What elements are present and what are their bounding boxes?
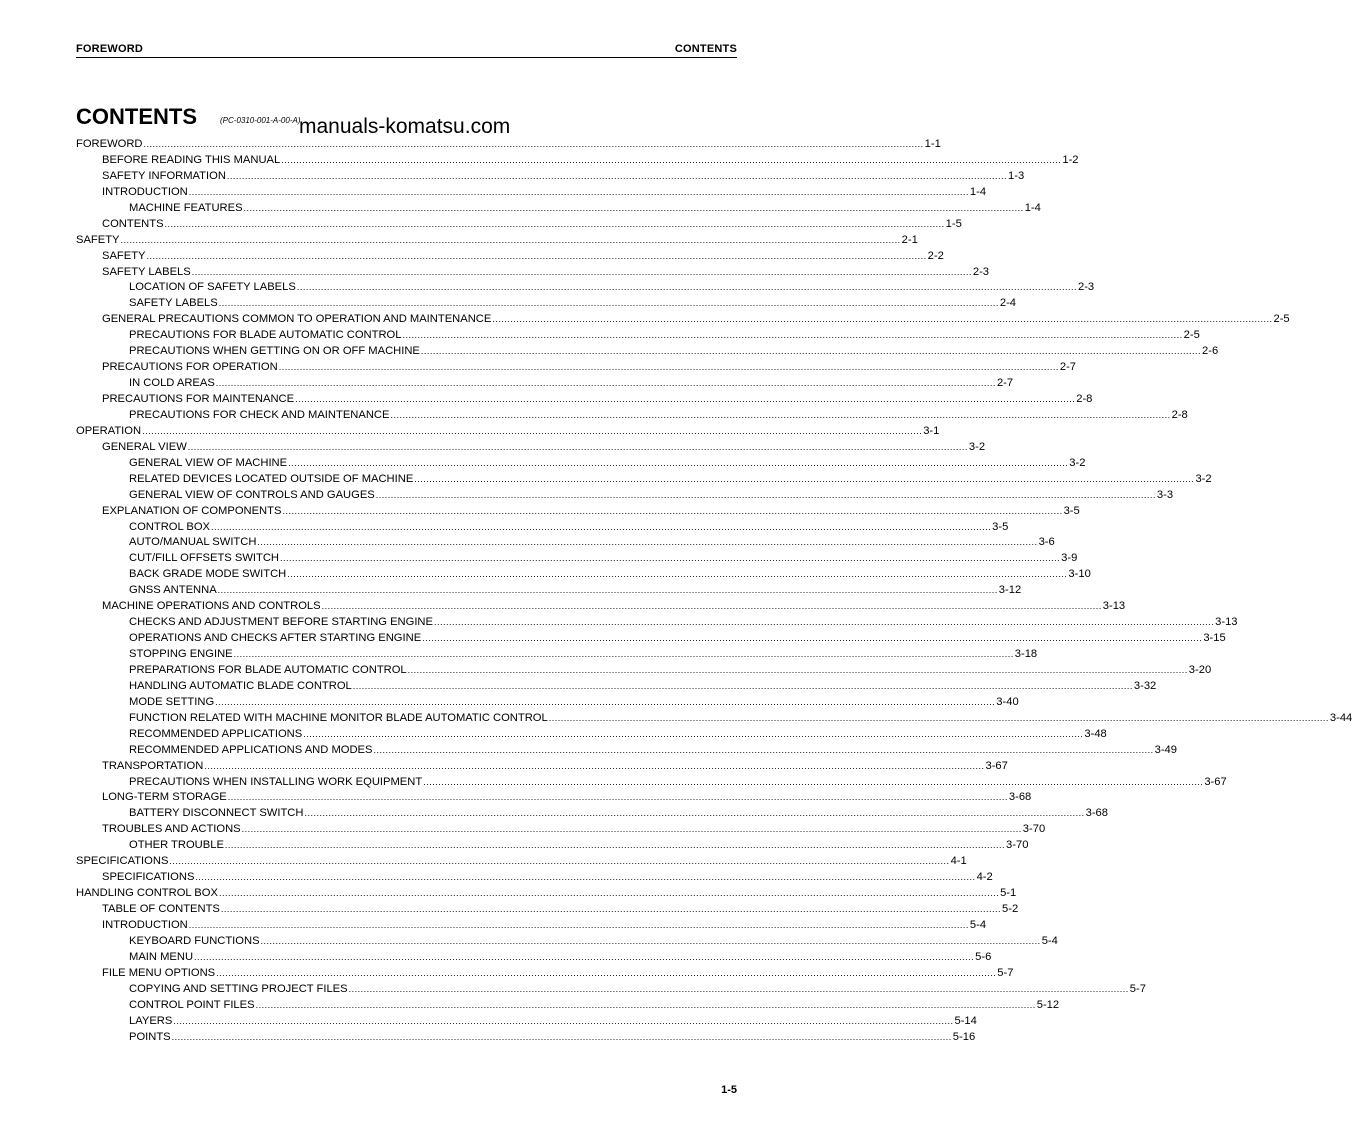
toc-entry[interactable]: [76, 711, 1352, 727]
toc-leader-dots: ....................................................................................................................................................................................................................................................................: [420, 346, 1202, 357]
toc-entry-page: 3-2: [1195, 472, 1212, 485]
toc-entry-title: FILE MENU OPTIONS: [102, 966, 216, 979]
toc-entry-title: MACHINE OPERATIONS AND CONTROLS: [102, 600, 321, 613]
toc-entry-title: EXPLANATION OF COMPONENTS: [102, 504, 282, 517]
toc-entry-page: 1-1: [924, 138, 941, 150]
toc-entry-title: BATTERY DISCONNECT SWITCH: [129, 807, 304, 820]
toc-entry-title: LONG-TERM STORAGE: [102, 791, 227, 804]
toc-entry-page: 3-20: [1188, 663, 1212, 676]
toc-entry-page: 3-5: [992, 520, 1009, 533]
toc-leader-dots: ....................................................................................................................................................................................................................................................................: [217, 585, 998, 596]
toc-leader-dots: ....................................................................................................................................................................................................................................................................: [414, 473, 1195, 484]
toc-leader-dots: ....................................................................................................................................................................................................................................................................: [216, 967, 997, 978]
toc-entry[interactable]: [76, 201, 1041, 217]
toc-entry[interactable]: [76, 265, 990, 281]
toc-entry-page: 3-18: [1014, 648, 1038, 660]
toc-entry-title: SAFETY: [102, 249, 146, 262]
toc-entry-page: 3-13: [1102, 600, 1126, 613]
toc-entry[interactable]: [76, 488, 1174, 504]
toc-leader-dots: ....................................................................................................................................................................................................................................................................: [303, 728, 1084, 739]
toc-entry-page: 3-2: [968, 440, 986, 453]
toc-entry[interactable]: [76, 918, 987, 934]
toc-entry[interactable]: [76, 217, 962, 233]
toc-entry-page: 3-5: [1063, 504, 1080, 517]
toc-entry-page: 3-68: [1085, 807, 1109, 820]
toc-entry[interactable]: [76, 822, 1046, 838]
toc-entry-page: 5-2: [1002, 903, 1019, 915]
toc-entry-page: 3-49: [1154, 743, 1178, 756]
toc-leader-dots: ....................................................................................................................................................................................................................................................................: [173, 1015, 954, 1026]
toc-entry-page: 3-9: [1061, 552, 1078, 565]
toc-entry[interactable]: [76, 615, 1238, 631]
toc-entry-title: BEFORE READING THIS MANUAL: [102, 153, 281, 166]
toc-leader-dots: ....................................................................................................................................................................................................................................................................: [260, 935, 1041, 946]
toc-entry-title: GNSS ANTENNA: [129, 584, 217, 597]
toc-entry[interactable]: [76, 743, 1178, 759]
toc-leader-dots: ....................................................................................................................................................................................................................................................................: [233, 649, 1014, 659]
toc-entry[interactable]: [76, 296, 1017, 312]
toc-entry-title: RELATED DEVICES LOCATED OUTSIDE OF MACHINE: [129, 472, 414, 485]
toc-entry-page: 1-5: [945, 217, 962, 230]
watermark: manuals-komatsu.com: [299, 115, 511, 138]
toc-leader-dots: ....................................................................................................................................................................................................................................................................: [224, 840, 1006, 851]
toc-entry[interactable]: [76, 647, 1038, 663]
toc-entry-page: 5-14: [954, 1014, 977, 1027]
toc-entry[interactable]: [76, 472, 1212, 488]
toc-leader-dots: ....................................................................................................................................................................................................................................................................: [188, 919, 969, 930]
toc-entry-page: 2-1: [901, 233, 918, 246]
toc-entry-title: CONTENTS: [102, 217, 164, 230]
toc-entry-page: 2-3: [1077, 281, 1095, 294]
toc-entry-title: LAYERS: [129, 1014, 173, 1027]
toc-entry[interactable]: [76, 551, 1078, 567]
toc-leader-dots: ....................................................................................................................................................................................................................................................................: [278, 362, 1059, 373]
toc-entry[interactable]: [76, 790, 1032, 806]
toc-entry[interactable]: [76, 520, 1009, 536]
toc-entry[interactable]: [76, 870, 993, 886]
toc-entry-title: CHECKS AND ADJUSTMENT BEFORE STARTING ENGINE: [129, 616, 433, 629]
toc-entry[interactable]: [76, 679, 1157, 695]
toc-leader-dots: ....................................................................................................................................................................................................................................................................: [288, 457, 1069, 468]
toc-entry[interactable]: [76, 249, 944, 265]
toc-entry-title: PRECAUTIONS WHEN GETTING ON OR OFF MACHINE: [129, 345, 420, 358]
toc-entry-title: OPERATIONS AND CHECKS AFTER STARTING ENGINE: [129, 632, 422, 645]
toc-entry-page: 3-2: [1069, 456, 1086, 469]
toc-leader-dots: ....................................................................................................................................................................................................................................................................: [218, 888, 1000, 899]
toc-entry-title: PRECAUTIONS FOR MAINTENANCE: [102, 393, 295, 405]
toc-leader-dots: ....................................................................................................................................................................................................................................................................: [280, 553, 1061, 564]
toc-entry-title: OPERATION: [76, 424, 142, 437]
toc-entry-title: GENERAL VIEW OF CONTROLS AND GAUGES: [129, 488, 375, 501]
toc-leader-dots: ....................................................................................................................................................................................................................................................................: [375, 489, 1156, 500]
toc-entry-page: 5-4: [969, 918, 987, 931]
toc-entry[interactable]: [76, 153, 1079, 169]
header-chapter-title: CONTENTS: [674, 43, 737, 55]
toc-entry-title: KEYBOARD FUNCTIONS: [129, 934, 260, 947]
toc-leader-dots: ....................................................................................................................................................................................................................................................................: [120, 234, 901, 245]
toc-leader-dots: ....................................................................................................................................................................................................................................................................: [215, 696, 996, 707]
toc-entry-page: 3-13: [1215, 616, 1238, 629]
toc-entry-title: BACK GRADE MODE SWITCH: [129, 568, 287, 581]
toc-entry-page: 2-2: [927, 249, 944, 262]
toc-entry[interactable]: [76, 312, 1290, 328]
toc-entry-title: FUNCTION RELATED WITH MACHINE MONITOR BLADE AUTOMATIC CONTROL: [129, 711, 548, 724]
toc-leader-dots: ....................................................................................................................................................................................................................................................................: [407, 664, 1188, 675]
toc-entry[interactable]: [76, 344, 1219, 360]
toc-entry-page: 3-15: [1203, 632, 1226, 645]
toc-entry-page: 2-3: [972, 265, 990, 278]
toc-entry-page: 5-16: [952, 1030, 976, 1043]
toc-entry[interactable]: [76, 886, 1017, 902]
toc-entry-page: 3-6: [1038, 536, 1055, 549]
toc-entry-page: 3-32: [1133, 679, 1157, 692]
toc-entry[interactable]: [76, 663, 1212, 679]
toc-leader-dots: ....................................................................................................................................................................................................................................................................: [548, 712, 1329, 723]
toc-leader-dots: ....................................................................................................................................................................................................................................................................: [191, 266, 972, 277]
toc-entry-page: 4-1: [950, 855, 967, 868]
toc-leader-dots: ....................................................................................................................................................................................................................................................................: [187, 441, 968, 452]
table-of-contents: [76, 137, 1352, 1045]
toc-entry-page: 3-10: [1068, 568, 1091, 581]
toc-entry[interactable]: [76, 806, 1109, 822]
toc-entry[interactable]: [76, 328, 1200, 344]
toc-entry-title: AUTO/MANUAL SWITCH: [129, 536, 257, 549]
toc-entry-title: TABLE OF CONTENTS: [102, 903, 220, 915]
toc-leader-dots: ....................................................................................................................................................................................................................................................................: [226, 170, 1008, 181]
toc-entry-page: 3-1: [923, 424, 940, 437]
header-section-title: FOREWORD: [76, 43, 143, 55]
toc-leader-dots: ....................................................................................................................................................................................................................................................................: [296, 282, 1077, 293]
toc-entry[interactable]: [76, 456, 1086, 472]
toc-entry-page: 1-3: [1008, 169, 1025, 182]
toc-entry[interactable]: [76, 982, 1146, 998]
toc-entry-page: 5-7: [1129, 982, 1146, 995]
toc-entry[interactable]: [76, 950, 992, 966]
toc-leader-dots: ....................................................................................................................................................................................................................................................................: [390, 409, 1171, 420]
toc-entry-title: POINTS: [129, 1030, 171, 1043]
toc-entry-title: SPECIFICATIONS: [76, 855, 169, 868]
toc-entry-title: IN COLD AREAS: [129, 377, 215, 390]
toc-entry-page: 3-70: [1006, 839, 1029, 852]
toc-entry-page: 3-67: [985, 759, 1008, 772]
toc-entry-page: 3-67: [1204, 775, 1227, 788]
toc-entry-title: SAFETY INFORMATION: [102, 169, 226, 182]
toc-entry[interactable]: [76, 185, 987, 201]
page-number: 1-5: [721, 1084, 737, 1096]
toc-entry-page: 1-2: [1062, 153, 1079, 166]
toc-leader-dots: ....................................................................................................................................................................................................................................................................: [304, 808, 1085, 819]
toc-entry[interactable]: [76, 854, 967, 870]
toc-entry-title: SPECIFICATIONS: [102, 871, 195, 884]
toc-entry-title: HANDLING CONTROL BOX: [76, 887, 218, 900]
toc-leader-dots: ....................................................................................................................................................................................................................................................................: [211, 521, 992, 532]
toc-entry[interactable]: [76, 631, 1226, 647]
toc-leader-dots: ....................................................................................................................................................................................................................................................................: [171, 1031, 952, 1042]
toc-leader-dots: ....................................................................................................................................................................................................................................................................: [492, 314, 1273, 325]
toc-entry[interactable]: [76, 169, 1025, 185]
toc-entry-page: 5-1: [1000, 887, 1017, 900]
toc-entry-title: GENERAL PRECAUTIONS COMMON TO OPERATION AND MAINTENANCE: [102, 313, 492, 326]
toc-entry-title: MAIN MENU: [129, 950, 194, 963]
toc-entry[interactable]: [76, 408, 1188, 424]
toc-leader-dots: ....................................................................................................................................................................................................................................................................: [220, 904, 1002, 914]
toc-entry-title: CONTROL BOX: [129, 520, 211, 533]
toc-entry[interactable]: [76, 966, 1014, 982]
toc-entry-title: PRECAUTIONS FOR CHECK AND MAINTENANCE: [129, 408, 390, 421]
toc-entry-page: 4-2: [976, 871, 993, 884]
toc-entry[interactable]: [76, 998, 1060, 1014]
toc-leader-dots: ....................................................................................................................................................................................................................................................................: [255, 999, 1036, 1010]
toc-entry-page: 5-12: [1036, 998, 1060, 1011]
toc-leader-dots: ....................................................................................................................................................................................................................................................................: [142, 425, 923, 436]
toc-entry-title: MACHINE FEATURES: [129, 201, 243, 214]
toc-entry[interactable]: [76, 1014, 977, 1030]
toc-entry-page: 2-8: [1076, 393, 1093, 405]
toc-entry-page: 2-6: [1202, 345, 1219, 358]
toc-leader-dots: ....................................................................................................................................................................................................................................................................: [164, 218, 945, 229]
toc-leader-dots: ....................................................................................................................................................................................................................................................................: [204, 760, 985, 771]
toc-leader-dots: ....................................................................................................................................................................................................................................................................: [348, 983, 1129, 994]
toc-entry[interactable]: [76, 392, 1093, 408]
toc-entry-page: 3-3: [1156, 488, 1174, 501]
toc-entry-page: 3-12: [998, 584, 1022, 597]
toc-leader-dots: ....................................................................................................................................................................................................................................................................: [257, 537, 1038, 548]
toc-leader-dots: ....................................................................................................................................................................................................................................................................: [218, 298, 999, 309]
toc-entry[interactable]: [76, 440, 986, 456]
toc-entry-title: MODE SETTING: [129, 695, 215, 708]
toc-entry-title: STOPPING ENGINE: [129, 648, 233, 660]
toc-leader-dots: ....................................................................................................................................................................................................................................................................: [146, 250, 927, 261]
toc-entry-title: PRECAUTIONS WHEN INSTALLING WORK EQUIPMENT: [129, 775, 423, 788]
toc-leader-dots: ....................................................................................................................................................................................................................................................................: [321, 601, 1102, 612]
toc-entry[interactable]: [76, 902, 1019, 918]
toc-leader-dots: ....................................................................................................................................................................................................................................................................: [373, 744, 1154, 755]
toc-entry[interactable]: [76, 775, 1227, 791]
toc-leader-dots: ....................................................................................................................................................................................................................................................................: [295, 394, 1076, 404]
toc-entry-page: 3-70: [1022, 823, 1046, 836]
toc-entry-title: OTHER TROUBLE: [129, 839, 224, 852]
toc-entry-page: 3-44: [1329, 711, 1352, 724]
toc-entry-title: SAFETY LABELS: [129, 297, 218, 310]
toc-entry-page: 5-6: [975, 950, 992, 963]
toc-entry[interactable]: [76, 360, 1077, 376]
toc-leader-dots: ....................................................................................................................................................................................................................................................................: [287, 569, 1068, 580]
toc-entry-title: PRECAUTIONS FOR BLADE AUTOMATIC CONTROL: [129, 329, 402, 342]
toc-entry-page: 3-48: [1084, 727, 1107, 740]
toc-entry[interactable]: [76, 583, 1022, 599]
toc-entry-page: 2-4: [999, 297, 1017, 310]
toc-leader-dots: ....................................................................................................................................................................................................................................................................: [402, 330, 1183, 341]
toc-entry-title: TRANSPORTATION: [102, 759, 204, 772]
toc-entry-page: 2-7: [1059, 361, 1077, 374]
toc-entry-title: COPYING AND SETTING PROJECT FILES: [129, 982, 348, 995]
toc-entry[interactable]: [76, 376, 1014, 392]
toc-leader-dots: ....................................................................................................................................................................................................................................................................: [215, 378, 996, 389]
toc-leader-dots: ....................................................................................................................................................................................................................................................................: [433, 617, 1215, 628]
toc-leader-dots: ....................................................................................................................................................................................................................................................................: [188, 186, 969, 197]
toc-leader-dots: ....................................................................................................................................................................................................................................................................: [194, 951, 975, 962]
toc-entry[interactable]: [76, 137, 941, 153]
toc-entry-title: FOREWORD: [76, 138, 143, 150]
toc-leader-dots: ....................................................................................................................................................................................................................................................................: [195, 872, 976, 883]
toc-entry[interactable]: [76, 759, 1008, 775]
toc-entry-title: INTRODUCTION: [102, 185, 188, 198]
toc-entry-title: LOCATION OF SAFETY LABELS: [129, 281, 296, 294]
toc-entry-title: HANDLING AUTOMATIC BLADE CONTROL: [129, 679, 352, 692]
toc-entry[interactable]: [76, 695, 1019, 711]
toc-entry[interactable]: [76, 535, 1055, 551]
toc-entry-page: 2-5: [1273, 313, 1290, 326]
toc-entry[interactable]: [76, 504, 1080, 520]
toc-leader-dots: ....................................................................................................................................................................................................................................................................: [422, 633, 1203, 644]
toc-entry[interactable]: [76, 934, 1058, 950]
toc-entry-title: CUT/FILL OFFSETS SWITCH: [129, 552, 279, 565]
toc-leader-dots: ....................................................................................................................................................................................................................................................................: [169, 856, 950, 867]
toc-entry-title: SAFETY: [76, 233, 120, 246]
toc-leader-dots: ....................................................................................................................................................................................................................................................................: [243, 202, 1024, 213]
toc-leader-dots: ....................................................................................................................................................................................................................................................................: [143, 139, 924, 149]
toc-entry-page: 5-4: [1041, 934, 1058, 947]
toc-entry-page: 3-40: [996, 695, 1019, 708]
toc-entry[interactable]: [76, 424, 940, 440]
toc-entry-title: CONTROL POINT FILES: [129, 998, 255, 1011]
toc-entry[interactable]: [76, 233, 918, 249]
toc-entry-page: 3-68: [1008, 791, 1032, 804]
header-rule: [76, 57, 737, 58]
toc-entry[interactable]: [76, 838, 1029, 854]
toc-entry-page: 2-7: [996, 377, 1014, 390]
toc-entry[interactable]: [76, 727, 1107, 743]
toc-entry-title: RECOMMENDED APPLICATIONS AND MODES: [129, 743, 373, 756]
toc-entry-title: SAFETY LABELS: [102, 265, 191, 278]
toc-entry-page: 2-8: [1171, 408, 1188, 421]
toc-entry-page: 1-4: [1024, 201, 1041, 214]
toc-leader-dots: ....................................................................................................................................................................................................................................................................: [282, 505, 1063, 516]
toc-leader-dots: ....................................................................................................................................................................................................................................................................: [241, 824, 1022, 835]
toc-entry-title: GENERAL VIEW OF MACHINE: [129, 456, 288, 469]
toc-entry-page: 1-4: [969, 185, 987, 198]
toc-leader-dots: ....................................................................................................................................................................................................................................................................: [423, 776, 1204, 787]
toc-entry-title: TROUBLES AND ACTIONS: [102, 823, 241, 836]
toc-leader-dots: ....................................................................................................................................................................................................................................................................: [281, 154, 1062, 165]
page-title: CONTENTS: [76, 104, 197, 129]
document-code: (PC-0310-001-A-00-A): [220, 116, 301, 125]
toc-entry-title: PREPARATIONS FOR BLADE AUTOMATIC CONTROL: [129, 663, 407, 676]
toc-entry[interactable]: [76, 567, 1091, 583]
toc-entry[interactable]: [76, 280, 1095, 296]
toc-entry-page: 5-7: [997, 966, 1014, 979]
toc-entry-title: PRECAUTIONS FOR OPERATION: [102, 361, 278, 374]
toc-leader-dots: ....................................................................................................................................................................................................................................................................: [352, 680, 1133, 691]
toc-entry-page: 2-5: [1183, 329, 1200, 342]
toc-entry[interactable]: [76, 1030, 976, 1046]
toc-leader-dots: ....................................................................................................................................................................................................................................................................: [227, 792, 1008, 803]
toc-entry-title: RECOMMENDED APPLICATIONS: [129, 727, 303, 740]
toc-entry-title: INTRODUCTION: [102, 918, 188, 931]
toc-entry-title: GENERAL VIEW: [102, 440, 187, 453]
toc-entry[interactable]: [76, 599, 1126, 615]
